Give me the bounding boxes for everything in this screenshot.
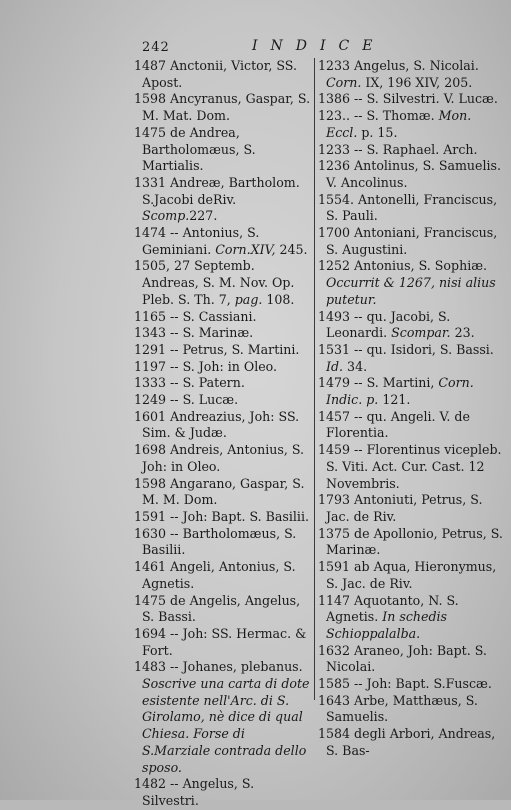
index-entry	[318, 559, 504, 592]
entry-text: 1482 -- Angelus, S. Silvestri.	[134, 776, 255, 808]
entry-text: 1474 -- Antonius, S. Geminiani.	[134, 225, 260, 257]
index-entry	[134, 409, 312, 442]
entry-text: 1643 Arbe, Matthæus, S. Samuelis.	[318, 692, 478, 725]
entry-text: 1249 -- S. Lucæ.	[134, 392, 239, 408]
index-entry	[134, 325, 312, 342]
entry-text: 1591 -- Joh: Bapt. S. Basilii.	[134, 508, 309, 524]
index-entry	[134, 359, 312, 376]
index-entry	[318, 342, 504, 375]
entry-text: 1591 ab Aqua, Hieronymus, S. Jac. de Riv.	[318, 559, 497, 591]
entry-text: 121.	[378, 392, 411, 408]
index-entry	[134, 125, 312, 175]
index-entry	[134, 375, 312, 392]
index-entry	[134, 526, 312, 559]
index-entry	[134, 175, 312, 225]
entry-text: 1601 Andreazius, Joh: SS. Sim. & Judæ.	[134, 408, 300, 441]
left-column	[134, 58, 312, 810]
index-entry	[318, 442, 504, 492]
index-entry	[318, 192, 504, 225]
entry-text: 1475 de Angelis, Angelus, S. Bassi.	[134, 592, 301, 625]
entry-text: 1584 degli Arbori, Andreas, S. Bas-	[318, 726, 496, 758]
page-title: INDICE	[252, 38, 386, 54]
index-entry	[134, 58, 312, 91]
entry-text: p. 15.	[357, 124, 398, 140]
entry-text: 245.	[275, 241, 308, 257]
index-entry	[318, 409, 504, 442]
entry-text: 23.	[450, 325, 475, 341]
entry-text: 1630 -- Bartholomæus, S. Basilii.	[134, 525, 297, 558]
entry-text: Corn.XIV,	[215, 241, 276, 257]
index-entry	[134, 91, 312, 124]
entry-text: 1457 -- qu. Angeli. V. de Florentia.	[318, 408, 470, 441]
index-entry	[318, 526, 504, 559]
index-entry	[318, 593, 504, 643]
entry-text: 1233 -- S. Raphael. Arch.	[318, 141, 478, 157]
entry-text: 227.	[189, 208, 218, 224]
entry-text: 34.	[343, 358, 368, 374]
index-entry	[134, 626, 312, 659]
index-entry	[318, 258, 504, 308]
page-header	[142, 38, 472, 58]
entry-text: 1333 -- S. Patern.	[134, 375, 245, 391]
entry-text: 1598 Ancyranus, Gaspar, S. M. Mat. Dom.	[134, 91, 311, 124]
index-entry	[318, 309, 504, 342]
index-entry	[134, 476, 312, 509]
entry-text: 1233 Angelus, S. Nicolai.	[318, 58, 479, 73]
index-entry	[318, 693, 504, 726]
entry-text: 108.	[262, 291, 295, 307]
entry-text: 1147 Aquotanto, N. S. Agnetis.	[318, 592, 459, 625]
entry-text: 1291 -- Petrus, S. Martini.	[134, 341, 300, 357]
index-entry	[134, 225, 312, 258]
entry-text: 1375 de Apollonio, Petrus, S. Marinæ.	[318, 525, 503, 558]
index-entry	[134, 593, 312, 626]
entry-text: Occurrit & 1267, nisi alius putetur.	[326, 275, 496, 307]
index-entry	[318, 643, 504, 676]
entry-text: 1585 -- Joh: Bapt. S.Fuscæ.	[318, 676, 492, 692]
entry-text: 1165 -- S. Cassiani.	[134, 308, 257, 324]
entry-text: 1505, 27 Septemb. Andreas, S. M. Nov. Op. Pleb. S. Th. 7,	[134, 258, 295, 307]
entry-text: 1531 -- qu. Isidori, S. Bassi.	[318, 341, 494, 357]
entry-text: 1554. Antonelli, Franciscus, S. Pauli.	[318, 191, 498, 224]
entry-text: 1331 Andreæ, Bartholom. S.Jacobi deRiv.	[134, 174, 300, 207]
entry-text: In schedis Schioppalalba.	[326, 609, 448, 641]
index-entry	[318, 492, 504, 525]
entry-text: Id.	[326, 358, 344, 374]
entry-text: 1598 Angarano, Gaspar, S. M. M. Dom.	[134, 475, 305, 508]
entry-text: 1698 Andreis, Antonius, S. Joh: in Oleo.	[134, 442, 305, 474]
index-entry	[134, 309, 312, 326]
index-entry	[318, 375, 504, 408]
index-entry	[318, 91, 504, 108]
entry-text: Soscrive una carta di dote esistente nell'Arc. di S. Girolamo, nè dice di qual Chiesa. Forse di S.Marziale contrada dello sposo.	[142, 676, 310, 775]
entry-text: Scomp.	[142, 208, 190, 224]
index-entry	[318, 676, 504, 693]
index-entry	[318, 225, 504, 258]
index-entry	[134, 659, 312, 776]
index-entry	[318, 158, 504, 191]
index-entry	[134, 442, 312, 475]
entry-text: 123.. -- S. Thomæ.	[318, 108, 439, 124]
index-entry	[134, 258, 312, 308]
entry-text: IX, 196 XIV, 205.	[361, 74, 473, 90]
entry-text: 1793 Antoniuti, Petrus, S. Jac. de Riv.	[318, 492, 483, 524]
entry-text: 1386 -- S. Silvestri. V. Lucæ.	[318, 91, 498, 107]
index-entry	[318, 142, 504, 159]
entry-text: 1487 Anctonii, Victor, SS. Apost.	[134, 58, 297, 90]
index-entry	[134, 776, 312, 809]
page-number: 242	[142, 40, 170, 55]
index-entry	[134, 509, 312, 526]
index-entry	[318, 58, 504, 91]
index-entry	[134, 342, 312, 359]
index-entry	[318, 108, 504, 141]
entry-text: Corn.	[326, 74, 362, 90]
entry-text: 1197 -- S. Joh: in Oleo.	[134, 358, 278, 374]
entry-text: 1236 Antolinus, S. Samuelis. V. Ancolinus.	[318, 158, 501, 190]
column-divider	[314, 58, 315, 700]
entry-text: 1700 Antoniani, Franciscus, S. Augustini.	[318, 225, 498, 257]
entry-text: 1343 -- S. Marinæ.	[134, 325, 254, 341]
entry-text: 1483 -- Johanes, plebanus.	[134, 659, 303, 675]
index-entry	[318, 726, 504, 759]
entry-text: 1461 Angeli, Antonius, S. Agnetis.	[134, 559, 296, 591]
index-entry	[134, 559, 312, 592]
entry-text: 1694 -- Joh: SS. Hermac. & Fort.	[134, 625, 307, 658]
entry-text: 1479 -- S. Martini,	[318, 375, 439, 391]
entry-text: 1632 Araneo, Joh: Bapt. S. Nicolai.	[318, 642, 487, 675]
right-column	[318, 58, 504, 760]
entry-text: Corn. Indic. p.	[326, 375, 474, 408]
entry-text: Scompar.	[391, 325, 451, 341]
entry-text: pag.	[234, 291, 263, 307]
entry-text: 1459 -- Florentinus vicepleb. S. Viti. Act. Cur. Cast. 12 Novembris.	[318, 442, 502, 491]
entry-text: 1493 -- qu. Jacobi, S. Leonardi.	[318, 308, 451, 341]
entry-text: 1475 de Andrea, Bartholomæus, S. Martialis.	[134, 124, 256, 174]
entry-text: 1252 Antonius, S. Sophiæ.	[318, 258, 488, 274]
index-entry	[134, 392, 312, 409]
entry-text: Mon. Eccl.	[326, 108, 472, 140]
